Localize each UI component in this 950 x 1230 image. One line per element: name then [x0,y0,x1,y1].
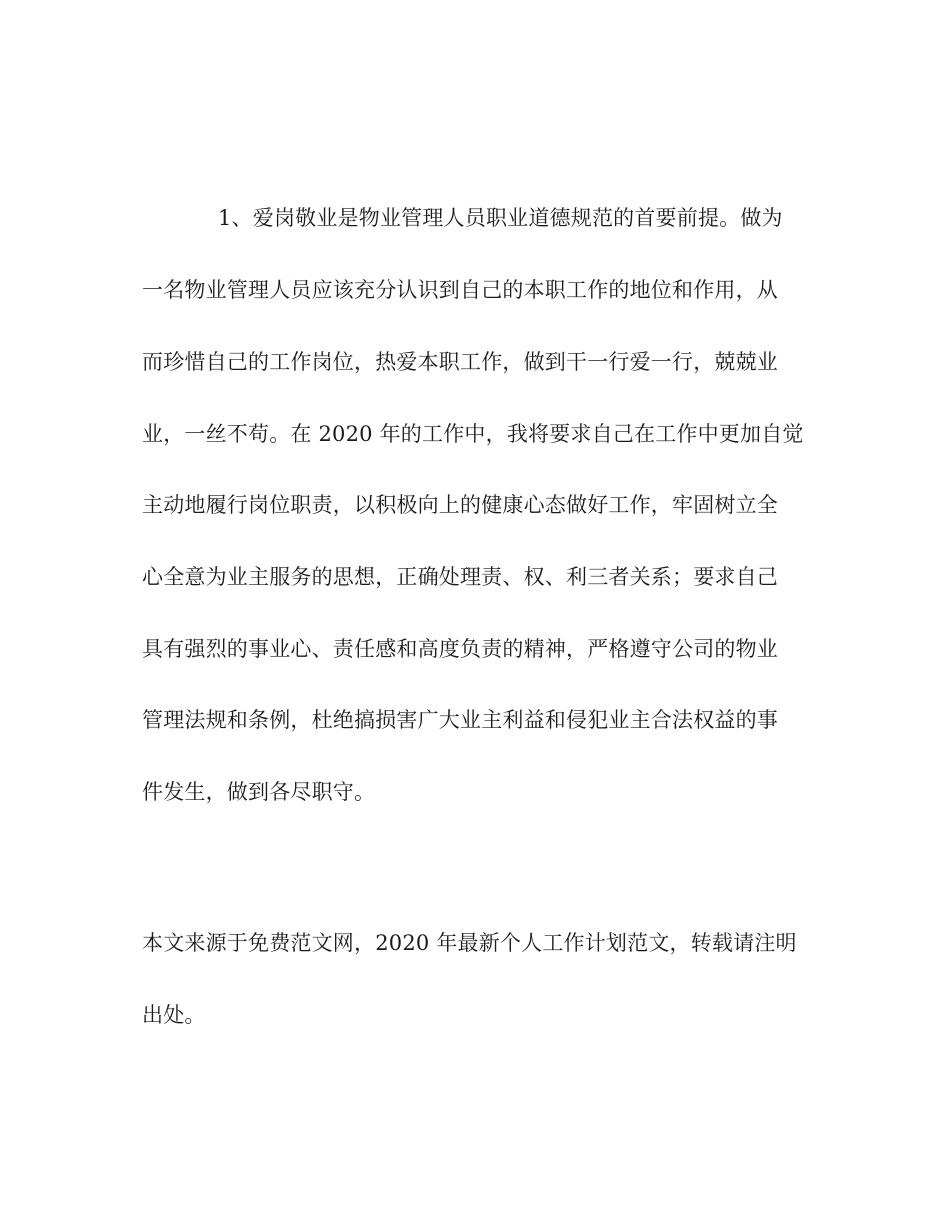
paragraph-line-6: 心全意为业主服务的思想，正确处理责、权、利三者关系；要求自己 [142,565,778,589]
paragraph-line-4: 业，一丝不苟。在 2020 年的工作中，我将要求自己在工作中更加自觉 [142,422,804,446]
paragraph-line-7: 具有强烈的事业心、责任感和高度负责的精神，严格遵守公司的物业 [142,637,778,661]
paragraph-line-9: 件发生，做到各尽职守。 [142,780,376,804]
paragraph-line-1: 1、爱岗敬业是物业管理人员职业道德规范的首要前提。做为 [218,206,783,230]
paragraph-line-5: 主动地履行岗位职责，以积极向上的健康心态做好工作，牢固树立全 [142,493,778,517]
source-note-line-1: 本文来源于免费范文网，2020 年最新个人工作计划范文，转载请注明 [142,931,797,955]
paragraph-line-8: 管理法规和条例，杜绝搞损害广大业主利益和侵犯业主合法权益的事 [142,708,778,732]
paragraph-line-3: 而珍惜自己的工作岗位，热爱本职工作，做到干一行爱一行，兢兢业 [142,350,778,374]
paragraph-line-2: 一名物业管理人员应该充分认识到自己的本职工作的地位和作用，从 [142,278,778,302]
source-note-line-2: 出处。 [142,1003,206,1027]
